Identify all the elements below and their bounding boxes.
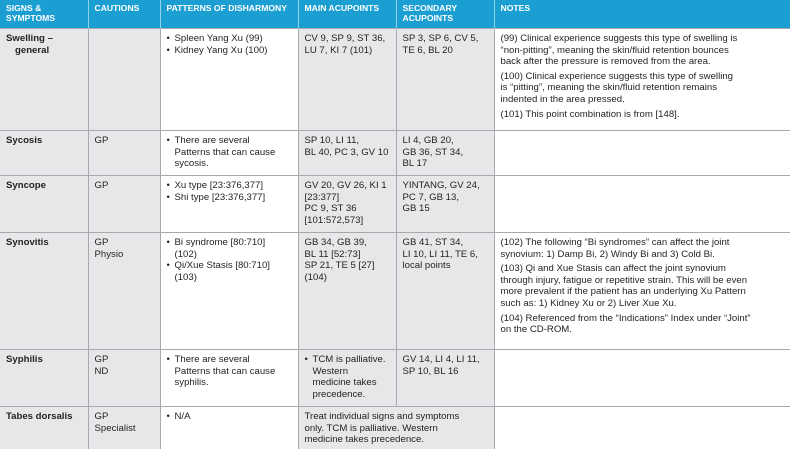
table-row bbox=[0, 233, 790, 350]
header-signs-symptoms: SIGNS & SYMPTOMS bbox=[0, 0, 88, 29]
note-item: (100) Clinical experience suggests this type of swelling is “pitting”, meaning the skin/fluid retention remains indented in the area pressed. bbox=[500, 70, 733, 105]
cautions-cell: GP bbox=[88, 131, 160, 176]
notes-cell bbox=[494, 29, 790, 131]
pattern-item: • There are several Patterns that can cause sycosis. bbox=[167, 135, 294, 170]
header-patterns: PATTERNS OF DISHARMONY bbox=[160, 0, 298, 29]
cautions-cell bbox=[88, 29, 160, 131]
patterns-cell bbox=[160, 29, 298, 131]
patterns-cell bbox=[160, 233, 298, 350]
secondary-acupoints-cell: YINTANG, GV 24, PC 7, GB 13, GB 15 bbox=[396, 176, 494, 233]
cautions-cell: GP Specialist bbox=[88, 407, 160, 449]
notes-cell bbox=[494, 233, 790, 350]
patterns-cell bbox=[160, 407, 298, 449]
pattern-item: • N/A bbox=[167, 411, 294, 423]
note-item: (102) The following “Bi syndromes” can affect the joint synovium: 1) Damp Bi, 2) Windy Bi and 3) Cold Bi. bbox=[500, 237, 730, 260]
symptom-cell: Swelling – general bbox=[0, 29, 88, 131]
pattern-item: • Spleen Yang Xu (99) bbox=[167, 33, 294, 45]
main-acupoints-cell bbox=[298, 350, 396, 407]
secondary-acupoints-cell: GB 41, ST 34, LI 10, LI 11, TE 6, local points bbox=[396, 233, 494, 350]
symptom-cell: Syncope bbox=[0, 176, 88, 233]
note-item: (101) This point combination is from [148]. bbox=[500, 108, 680, 120]
note-item: (99) Clinical experience suggests this type of swelling is “non-pitting”, meaning the skin/fluid retention bounces back after the pressure is removed from the area. bbox=[500, 33, 738, 68]
notes-cell bbox=[494, 131, 790, 176]
symptom-cell: Sycosis bbox=[0, 131, 88, 176]
cautions-cell: GP bbox=[88, 176, 160, 233]
secondary-acupoints-cell: LI 4, GB 20, GB 36, ST 34, BL 17 bbox=[396, 131, 494, 176]
notes-cell bbox=[494, 407, 790, 449]
table-row bbox=[0, 29, 790, 131]
header-cautions: CAUTIONS bbox=[88, 0, 160, 29]
pattern-item: • Shi type [23:376,377] bbox=[167, 192, 294, 204]
table-row bbox=[0, 131, 790, 176]
secondary-acupoints-cell: SP 3, SP 6, CV 5, TE 6, BL 20 bbox=[396, 29, 494, 131]
symptom-cell: Tabes dorsalis bbox=[0, 407, 88, 449]
notes-cell bbox=[494, 350, 790, 407]
table-row bbox=[0, 407, 790, 449]
header-secondary-acupoints: SECONDARY ACUPOINTS bbox=[396, 0, 494, 29]
pattern-item: • Bi syndrome [80:710] (102) bbox=[167, 237, 294, 260]
header-row bbox=[0, 0, 790, 29]
note-item: (104) Referenced from the “Indications” Index under “Joint” on the CD-ROM. bbox=[500, 312, 751, 336]
main-acupoints-cell: GV 20, GV 26, KI 1 [23:377] PC 9, ST 36 [101:572,573] bbox=[298, 176, 396, 233]
header-notes: NOTES bbox=[494, 0, 790, 29]
pattern-item: • Xu type [23:376,377] bbox=[167, 180, 294, 192]
notes-cell bbox=[494, 176, 790, 233]
patterns-cell bbox=[160, 131, 298, 176]
cautions-cell: GP Physio bbox=[88, 233, 160, 350]
pattern-item: • Qi/Xue Stasis [80:710] (103) bbox=[167, 260, 294, 283]
merged-acupoints-cell: Treat individual signs and symptoms only. TCM is palliative. Western medicine takes precedence. bbox=[298, 407, 494, 449]
patterns-cell bbox=[160, 176, 298, 233]
pattern-item: • Kidney Yang Xu (100) bbox=[167, 45, 294, 57]
main-acupoints-cell: SP 10, LI 11, BL 40, PC 3, GV 10 bbox=[298, 131, 396, 176]
header-main-acupoints: MAIN ACUPOINTS bbox=[298, 0, 396, 29]
pattern-item: • There are several Patterns that can cause syphilis. bbox=[167, 354, 294, 389]
main-acupoints-cell: CV 9, SP 9, ST 36, LU 7, KI 7 (101) bbox=[298, 29, 396, 131]
symptom-cell: Synovitis bbox=[0, 233, 88, 350]
patterns-cell bbox=[160, 350, 298, 407]
note-item: (103) Qi and Xue Stasis can affect the joint synovium through injury, fatigue or repetitive strain. This will be even more prevalent if the patient has an underlying Xu Pattern such as: 1) Kidney Xu or 2) Liver Xue Xu. bbox=[500, 263, 748, 309]
main-acupoints-cell: GB 34, GB 39, BL 11 [52:73] SP 21, TE 5 [27] (104) bbox=[298, 233, 396, 350]
table-row bbox=[0, 350, 790, 407]
table-row bbox=[0, 176, 790, 233]
symptom-cell: Syphilis bbox=[0, 350, 88, 407]
secondary-acupoints-cell: GV 14, LI 4, LI 11, SP 10, BL 16 bbox=[396, 350, 494, 407]
cautions-cell: GP ND bbox=[88, 350, 160, 407]
main-acupoint-item: • TCM is palliative. Western medicine takes precedence. bbox=[305, 354, 392, 400]
